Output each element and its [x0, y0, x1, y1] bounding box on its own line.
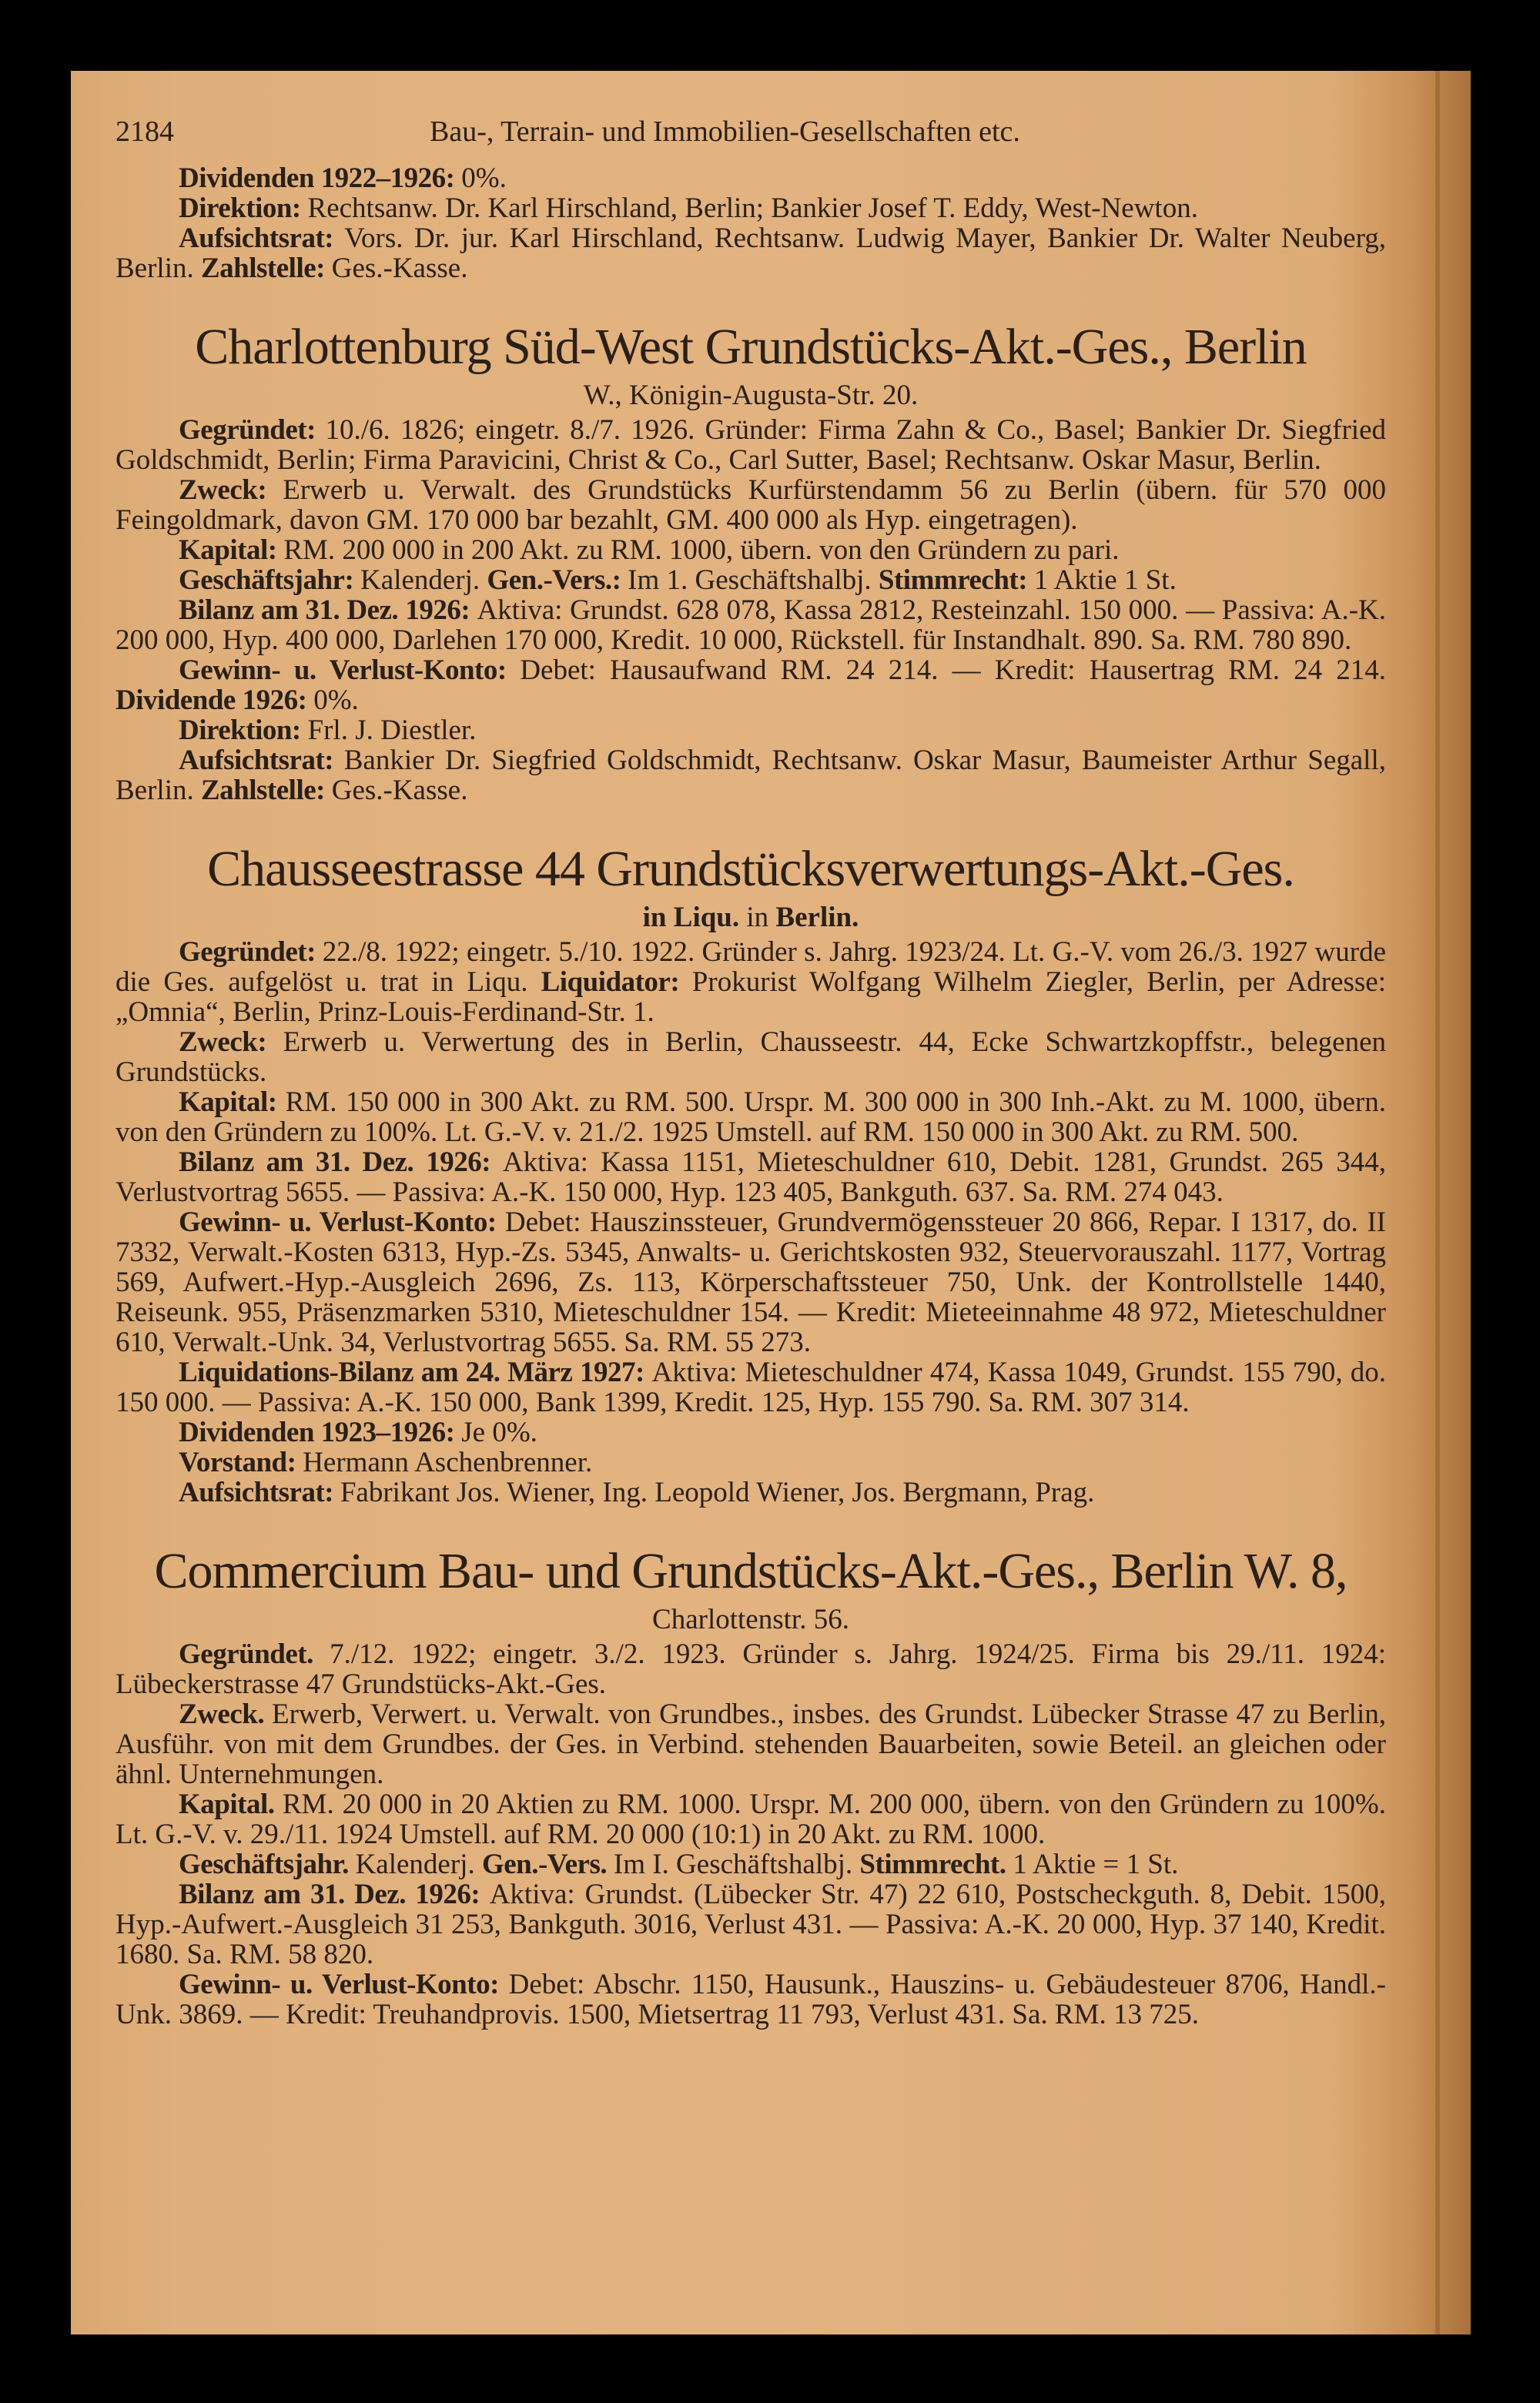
entry-paragraph — [116, 1087, 1386, 1147]
field-text: 1 Aktie 1 St. — [1033, 564, 1177, 596]
field-text: Rechtsanw. Dr. Karl Hirschland, Berlin; Bankier Josef T. Eddy, West-Newton. — [307, 192, 1198, 224]
field-text: Ges.-Kasse. — [331, 253, 468, 284]
field-text: Aktiva: Kassa 1151, Mieteschuldner 610, Debit. 1281, Grundst. 265 344, Verlustvortrag 5655. — Passiva: A.-K. 150 000, Hyp. 123 405, Bankguth. 637. Sa. RM. 274 043. — [116, 1146, 1386, 1208]
field-label: Stimmrecht: — [878, 564, 1034, 596]
field-label: Berlin. — [775, 902, 859, 933]
entry-paragraph — [116, 193, 1386, 223]
field-text: 7./12. 1922; eingetr. 3./2. 1923. Gründer s. Jahrg. 1924/25. Firma bis 29./11. 1924: Lübeckerstrasse 47 Grundstücks-Akt.-Ges. — [116, 1638, 1386, 1700]
entry-paragraph — [116, 163, 1386, 193]
field-text: 1 Aktie = 1 St. — [1013, 1849, 1179, 1880]
running-head-title: Bau-, Terrain- und Immobilien-Gesellschaften etc. — [430, 115, 1020, 148]
entry-paragraph — [116, 475, 1386, 535]
field-text: Vors. Dr. jur. Karl Hirschland, Rechtsanw. Ludwig Mayer, Bankier Dr. Walter Neuberg, Berlin. — [116, 223, 1386, 284]
entry-paragraph — [116, 1789, 1386, 1849]
field-label: Gegründet. — [179, 1638, 330, 1670]
field-label: Vorstand: — [179, 1447, 303, 1478]
field-label: Stimmrecht. — [859, 1849, 1013, 1880]
field-text: Hermann Aschenbrenner. — [303, 1447, 593, 1478]
entry-paragraph — [116, 595, 1386, 655]
field-text: Aktiva: Mieteschuldner 474, Kassa 1049, Grundst. 155 790, do. 150 000. — Passiva: A.-K. 150 000, Bank 1399, Kredit. 125, Hyp. 155 790. Sa. RM. 307 314. — [116, 1357, 1386, 1418]
entry-paragraph — [116, 1447, 1386, 1478]
field-text: Prokurist Wolfgang Wilhelm Ziegler, Berlin, per Adresse: „Omnia“, Berlin, Prinz-Louis-Ferdinand-Str. 1. — [116, 966, 1386, 1028]
entry-paragraph — [116, 415, 1386, 475]
entry-spacer — [116, 1508, 1386, 1524]
field-label: Zweck: — [179, 1026, 283, 1058]
entry-spacer — [116, 805, 1386, 822]
field-label: Direktion: — [179, 192, 308, 224]
field-label: Gen.-Vers. — [481, 1849, 614, 1880]
field-label: Liquidator: — [541, 966, 692, 998]
field-label: Dividenden 1923–1926: — [179, 1417, 462, 1448]
field-text: Kalenderj. — [360, 564, 487, 596]
field-text: Fabrikant Jos. Wiener, Ing. Leopold Wiener, Jos. Bergmann, Prag. — [340, 1477, 1095, 1508]
field-text: in — [746, 902, 776, 933]
entry-spacer — [116, 283, 1386, 300]
field-text: Bankier Dr. Siegfried Goldschmidt, Rechtsanw. Oskar Masur, Baumeister Arthur Segall, Berlin. — [116, 745, 1386, 806]
company-entry — [116, 841, 1386, 1508]
field-text: 0%. — [313, 684, 359, 716]
company-entries — [116, 163, 1386, 2030]
field-text: 0%. — [461, 162, 507, 194]
running-head — [116, 117, 1386, 163]
company-address — [116, 380, 1386, 410]
field-label: Bilanz am 31. Dez. 1926: — [179, 1146, 503, 1178]
field-text: Frl. J. Diestler. — [307, 715, 477, 746]
entry-paragraph — [116, 1849, 1386, 1879]
entry-paragraph — [116, 745, 1386, 805]
field-label: Gewinn- u. Verlust-Konto: — [179, 1969, 509, 2000]
field-text: Im I. Geschäftshalbj. — [613, 1849, 860, 1880]
field-text: Debet: Abschr. 1150, Hausunk., Hauszins- u. Gebäudesteuer 8706, Handl.-Unk. 3869. — Kredit: Treuhandprovis. 1500, Mietsertrag 11 793, Verlust 431. Sa. RM. 13 725. — [116, 1969, 1386, 2030]
field-label: Aufsichtsrat: — [179, 1477, 340, 1508]
field-label: Geschäftsjahr. — [179, 1849, 356, 1880]
field-text: Erwerb u. Verwalt. des Grundstücks Kurfürstendamm 56 zu Berlin (übern. für 570 000 Feingoldmark, davon GM. 170 000 bar bezahlt, GM. 400 000 als Hyp. eingetragen). — [116, 474, 1386, 536]
entry-paragraph — [116, 1699, 1386, 1789]
company-entry — [116, 163, 1386, 283]
field-label: Dividende 1926: — [116, 684, 314, 716]
field-text: Debet: Hauszinssteuer, Grundvermögenssteuer 20 866, Repar. I 1317, do. II 7332, Verwalt.-Kosten 6313, Hyp.-Zs. 5345, Anwalts- u. Gerichtskosten 932, Steuervorauszahl. 1177, Vortrag 569, Aufwert.-Hyp.-Ausgleich 2696, Zs. 113, Körperschaftssteuer 750, Unk. der Kontrollstelle 1440, Reiseunk. 955, Präsenzmarken 5310, Mieteschuldner 154. — Kredit: Mieteeinnahme 48 972, Mieteschuldner 610, Verwalt.-Unk. 34, Verlustvortrag 5655. Sa. RM. 55 273. — [116, 1207, 1386, 1358]
field-label: Gewinn- u. Verlust-Konto: — [179, 1207, 505, 1238]
field-text: 22./8. 1922; eingetr. 5./10. 1922. Gründer s. Jahrg. 1923/24. Lt. G.-V. vom 26./3. 1927 wurde die Ges. aufgelöst u. trat in Liqu. — [116, 936, 1386, 998]
field-label: Direktion: — [179, 715, 308, 746]
entry-paragraph — [116, 1639, 1386, 1699]
field-label: Dividenden 1922–1926: — [179, 162, 462, 194]
field-label: Zahlstelle: — [200, 253, 332, 284]
field-label: Gegründet: — [179, 414, 326, 446]
field-label: Kapital: — [179, 534, 284, 566]
field-label: Gewinn- u. Verlust-Konto: — [179, 654, 521, 686]
field-text: Charlottenstr. 56. — [652, 1604, 849, 1635]
page-number: 2184 — [116, 115, 174, 148]
entry-paragraph — [116, 937, 1386, 1027]
entry-paragraph — [116, 1417, 1386, 1447]
field-text: Debet: Hausaufwand RM. 24 214. — Kredit: Hausertrag RM. 24 214. — [520, 654, 1387, 686]
field-label: Kapital. — [179, 1789, 283, 1820]
field-label: Gegründet: — [179, 936, 323, 968]
entry-paragraph — [116, 1879, 1386, 1970]
field-text: 10./6. 1826; eingetr. 8./7. 1926. Gründer: Firma Zahn & Co., Basel; Bankier Dr. Siegfried Goldschmidt, Berlin; Firma Paravicini, Christ & Co., Carl Sutter, Basel; Rechtsanw. Oskar Masur, Berlin. — [116, 414, 1386, 476]
scanned-page — [71, 71, 1471, 2334]
entry-paragraph — [116, 1147, 1386, 1207]
company-heading: Chausseestrasse 44 Grundstücksverwertungs-Akt.-Ges. — [207, 841, 1294, 897]
company-entry — [116, 1543, 1386, 2030]
field-label: Aufsichtsrat: — [179, 223, 345, 254]
company-heading: Commercium Bau- und Grundstücks-Akt.-Ges., Berlin W. 8, — [154, 1543, 1348, 1599]
field-label: Liquidations-Bilanz am 24. März 1927: — [179, 1357, 652, 1388]
field-label: Kapital: — [179, 1086, 286, 1118]
field-label: Zweck: — [179, 474, 283, 506]
page-content — [116, 117, 1386, 2030]
field-text: Erwerb u. Verwertung des in Berlin, Chausseestr. 44, Ecke Schwartzkopffstr., belegenen Grundstücks. — [116, 1026, 1386, 1088]
entry-paragraph — [116, 223, 1386, 283]
company-address — [116, 1605, 1386, 1635]
field-text: Im 1. Geschäftshalbj. — [628, 564, 879, 596]
field-label: in Liqu. — [642, 902, 747, 933]
field-text: Ges.-Kasse. — [331, 775, 468, 806]
field-label: Bilanz am 31. Dez. 1926: — [179, 1879, 490, 1910]
company-heading: Charlottenburg Süd-West Grundstücks-Akt.-Ges., Berlin — [195, 319, 1307, 375]
field-text: Kalenderj. — [355, 1849, 482, 1880]
entry-paragraph — [116, 715, 1386, 745]
entry-paragraph — [116, 1970, 1386, 2030]
entry-paragraph — [116, 1478, 1386, 1508]
field-label: Zweck. — [179, 1698, 273, 1730]
company-entry — [116, 319, 1386, 805]
field-label: Aufsichtsrat: — [179, 745, 344, 776]
entry-paragraph — [116, 1357, 1386, 1417]
entry-paragraph — [116, 1027, 1386, 1087]
company-address — [116, 902, 1386, 932]
field-text: RM. 200 000 in 200 Akt. zu RM. 1000, übern. von den Gründern zu pari. — [283, 534, 1120, 566]
entry-paragraph — [116, 1207, 1386, 1357]
field-text: W., Königin-Augusta-Str. 20. — [583, 380, 919, 411]
field-label: Gen.-Vers.: — [487, 564, 628, 596]
entry-paragraph — [116, 535, 1386, 565]
field-text: Aktiva: Grundst. (Lübecker Str. 47) 22 610, Postscheckguth. 8, Debit. 1500, Hyp.-Aufwert.-Ausgleich 31 253, Bankguth. 3016, Verlust 431. — Passiva: A.-K. 20 000, Hyp. 37 140, Kredit. 1680. Sa. RM. 58 820. — [116, 1879, 1386, 1970]
entry-paragraph — [116, 655, 1386, 715]
entry-paragraph — [116, 565, 1386, 595]
field-text: RM. 150 000 in 300 Akt. zu RM. 500. Urspr. M. 300 000 in 300 Inh.-Akt. zu M. 1000, übern. von den Gründern zu 100%. Lt. G.-V. v. 21./2. 1925 Umstell. auf RM. 150 000 in 300 Akt. zu RM. 500. — [116, 1086, 1386, 1148]
field-text: Je 0%. — [461, 1417, 537, 1448]
field-label: Bilanz am 31. Dez. 1926: — [179, 594, 477, 626]
field-label: Geschäftsjahr: — [179, 564, 361, 596]
field-text: Aktiva: Grundst. 628 078, Kassa 2812, Resteinzahl. 150 000. — Passiva: A.-K. 200 000, Hyp. 400 000, Darlehen 170 000, Kredit. 10 000, Rückstell. für Instandhalt. 890. Sa. RM. 780 890. — [116, 594, 1387, 656]
field-text: RM. 20 000 in 20 Aktien zu RM. 1000. Urspr. M. 200 000, übern. von den Gründern zu 100%. Lt. G.-V. v. 29./11. 1924 Umstell. auf RM. 20 000 (10:1) in 20 Akt. zu RM. 1000. — [116, 1789, 1386, 1850]
field-text: Erwerb, Verwert. u. Verwalt. von Grundbes., insbes. des Grundst. Lübecker Strasse 47 zu Berlin, Ausführ. von mit dem Grundbes. der Ges. in Verbind. stehenden Bauarbeiten, sowie Beteil. an gleichen oder ähnl. Unternehmungen. — [116, 1698, 1386, 1790]
field-label: Zahlstelle: — [200, 775, 332, 806]
